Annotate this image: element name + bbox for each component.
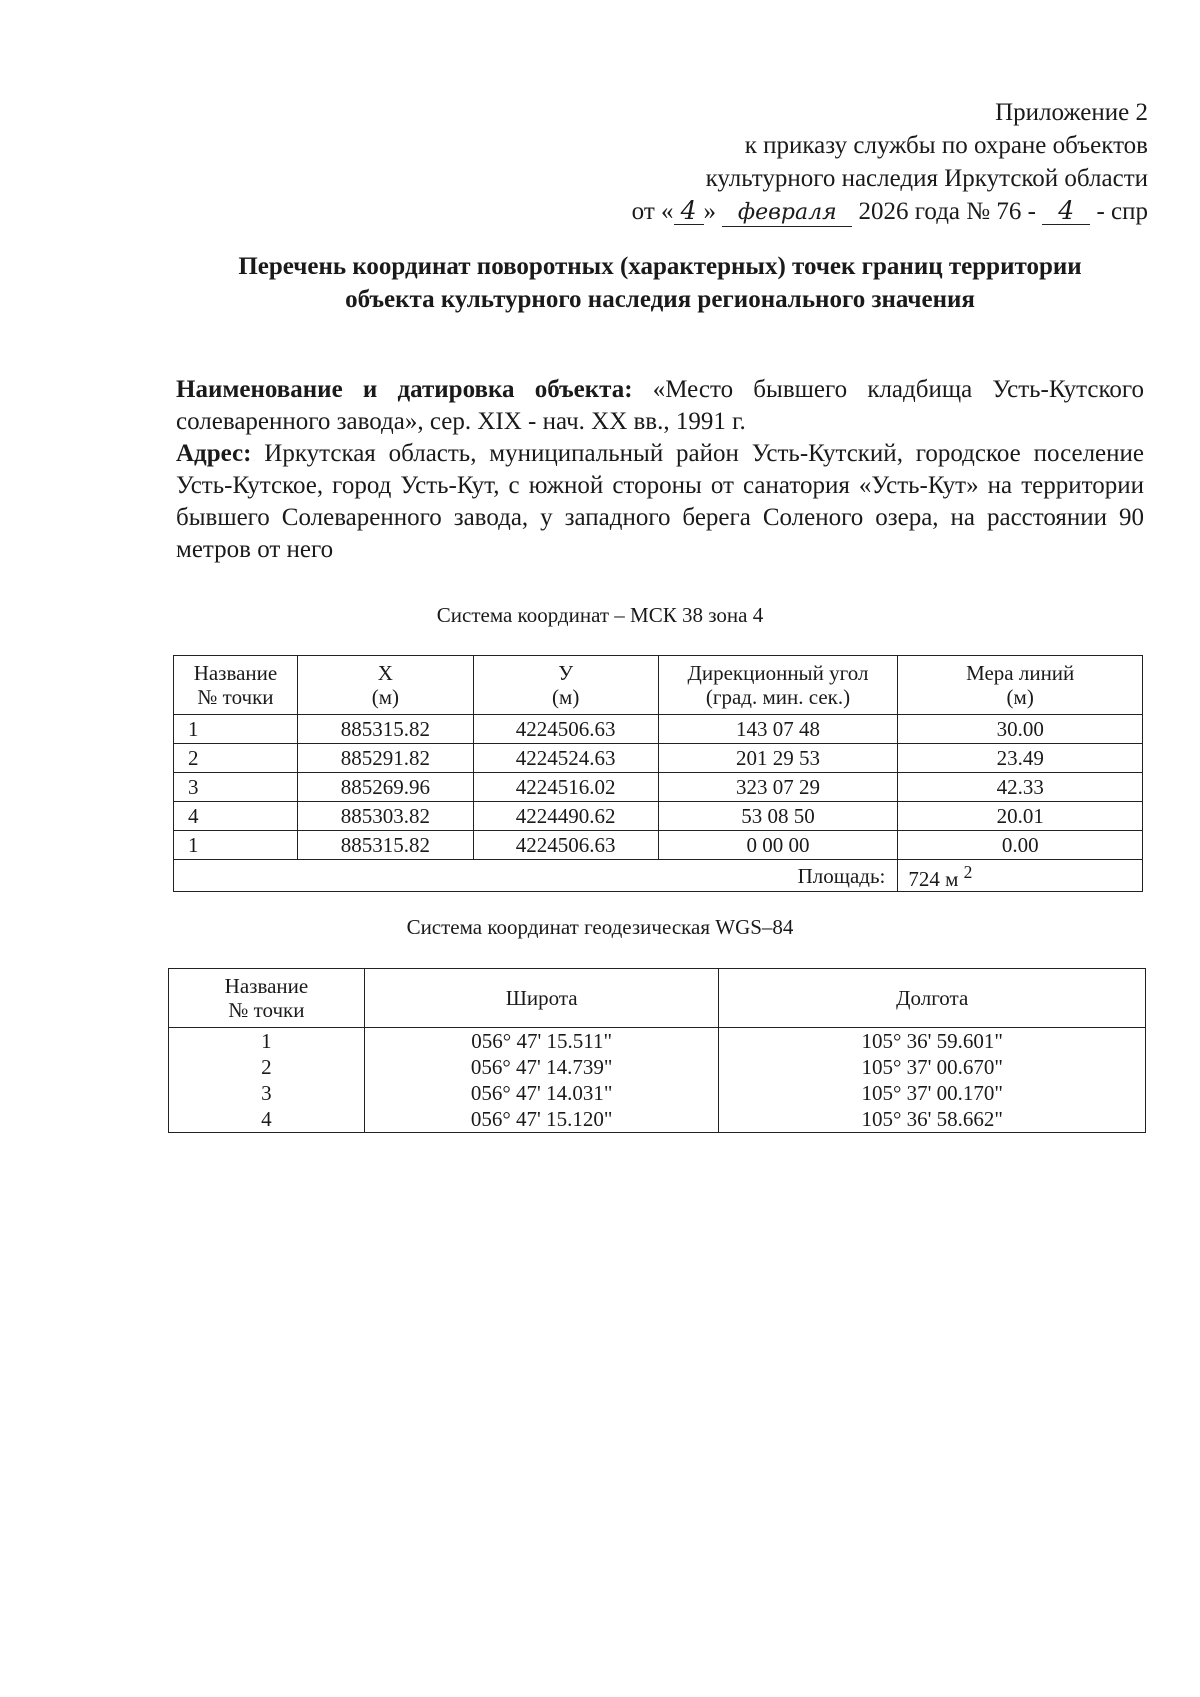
order-suffix: - спр: [1096, 198, 1148, 225]
handwritten-order-number: 4: [1042, 198, 1090, 225]
cell-length: 20.01: [898, 802, 1143, 831]
cell-x: 885315.82: [297, 715, 473, 744]
table-header-row: [169, 969, 1146, 1028]
table-header-row: [174, 656, 1143, 715]
cell-longitude: 105° 37' 00.170": [719, 1080, 1146, 1106]
date-mid: »: [703, 198, 717, 225]
cell-longitude: 105° 36' 58.662": [719, 1106, 1146, 1133]
date-prefix: от «: [631, 198, 674, 225]
table-row: [169, 1054, 1146, 1080]
header-latitude: Широта: [364, 969, 719, 1028]
appendix-title: Приложение 2: [995, 99, 1148, 126]
table-row: [174, 773, 1143, 802]
title-line-2: объекта культурного наследия регионального значения: [345, 286, 975, 313]
header-x: X (м): [297, 656, 473, 715]
cell-latitude: 056° 47' 14.031": [364, 1080, 719, 1106]
cell-angle: 323 07 29: [658, 773, 898, 802]
header-longitude: Долгота: [719, 969, 1146, 1028]
header-y: У (м): [473, 656, 658, 715]
object-name-paragraph: [176, 374, 1144, 438]
area-value: 724 м $^2$: [898, 860, 1143, 892]
header-length: Мера линий (м): [898, 656, 1143, 715]
title-line-1: Перечень координат поворотных (характерных) точек границ территории: [238, 253, 1082, 280]
cell-x: 885315.82: [297, 831, 473, 860]
cell-length: 23.49: [898, 744, 1143, 773]
cell-longitude: 105° 36' 59.601": [719, 1028, 1146, 1055]
object-name-value: «Место бывшего кладбища Усть-Кутского солеваренного завода», сер. XIX - нач. XX вв., 1991 г.: [176, 376, 1144, 435]
cell-y: 4224524.63: [473, 744, 658, 773]
cell-angle: 143 07 48: [658, 715, 898, 744]
table-row: [174, 715, 1143, 744]
cell-y: 4224506.63: [473, 715, 658, 744]
cell-point: 1: [169, 1028, 365, 1055]
object-address-value: Иркутская область, муниципальный район Усть-Кутский, городское поселение Усть-Кутское, город Усть-Кут, с южной стороны от санатория «Усть-Кут» на территории бывшего Солеваренного завода, у западного берега Соленого озера, на расстоянии 90 метров от него: [176, 440, 1144, 563]
table-row: [169, 1080, 1146, 1106]
handwritten-month: февраля: [722, 200, 852, 227]
appendix-header: [528, 96, 1148, 228]
header-point: Название № точки: [174, 656, 298, 715]
table2-caption: Система координат геодезическая WGS–84: [406, 915, 794, 939]
handwritten-day: 4: [674, 198, 704, 225]
object-address-label: Адрес:: [176, 440, 252, 467]
cell-x: 885291.82: [297, 744, 473, 773]
appendix-order-line: к приказу службы по охране объектов: [744, 132, 1148, 159]
cell-point: 3: [174, 773, 298, 802]
cell-x: 885269.96: [297, 773, 473, 802]
table-row: [169, 1028, 1146, 1055]
header-angle: Дирекционный угол (град. мин. сек.): [658, 656, 898, 715]
cell-length: 30.00: [898, 715, 1143, 744]
cell-length: 42.33: [898, 773, 1143, 802]
cell-longitude: 105° 37' 00.670": [719, 1054, 1146, 1080]
cell-latitude: 056° 47' 14.739": [364, 1054, 719, 1080]
msk-coordinates-table: [173, 655, 1143, 892]
cell-y: 4224490.62: [473, 802, 658, 831]
cell-length: 0.00: [898, 831, 1143, 860]
cell-point: 3: [169, 1080, 365, 1106]
area-unit-superscript: 2: [963, 862, 973, 882]
date-suffix: 2026 года № 76 -: [858, 198, 1036, 225]
cell-y: 4224506.63: [473, 831, 658, 860]
object-name-label: Наименование и датировка объекта:: [176, 376, 633, 403]
cell-angle: 201 29 53: [658, 744, 898, 773]
table1-caption: Система координат – МСК 38 зона 4: [436, 603, 764, 627]
appendix-authority-line: культурного наследия Иркутской области: [705, 165, 1148, 192]
cell-point: 4: [174, 802, 298, 831]
area-label: Площадь:: [174, 860, 898, 892]
cell-x: 885303.82: [297, 802, 473, 831]
cell-latitude: 056° 47' 15.120": [364, 1106, 719, 1133]
table-row: [174, 802, 1143, 831]
cell-point: 1: [174, 715, 298, 744]
cell-angle: 53 08 50: [658, 802, 898, 831]
document-title: [170, 250, 1150, 316]
cell-angle: 0 00 00: [658, 831, 898, 860]
appendix-date-line: [528, 195, 1148, 228]
table-row: [174, 744, 1143, 773]
cell-y: 4224516.02: [473, 773, 658, 802]
object-address-paragraph: [176, 438, 1144, 566]
header-point: Название № точки: [169, 969, 365, 1028]
cell-point: 2: [169, 1054, 365, 1080]
cell-point: 2: [174, 744, 298, 773]
table-row: [169, 1106, 1146, 1133]
cell-point: 4: [169, 1106, 365, 1133]
wgs84-coordinates-table: [168, 968, 1146, 1133]
table-row: [174, 831, 1143, 860]
area-row: [174, 860, 1143, 892]
cell-point: 1: [174, 831, 298, 860]
cell-latitude: 056° 47' 15.511": [364, 1028, 719, 1055]
